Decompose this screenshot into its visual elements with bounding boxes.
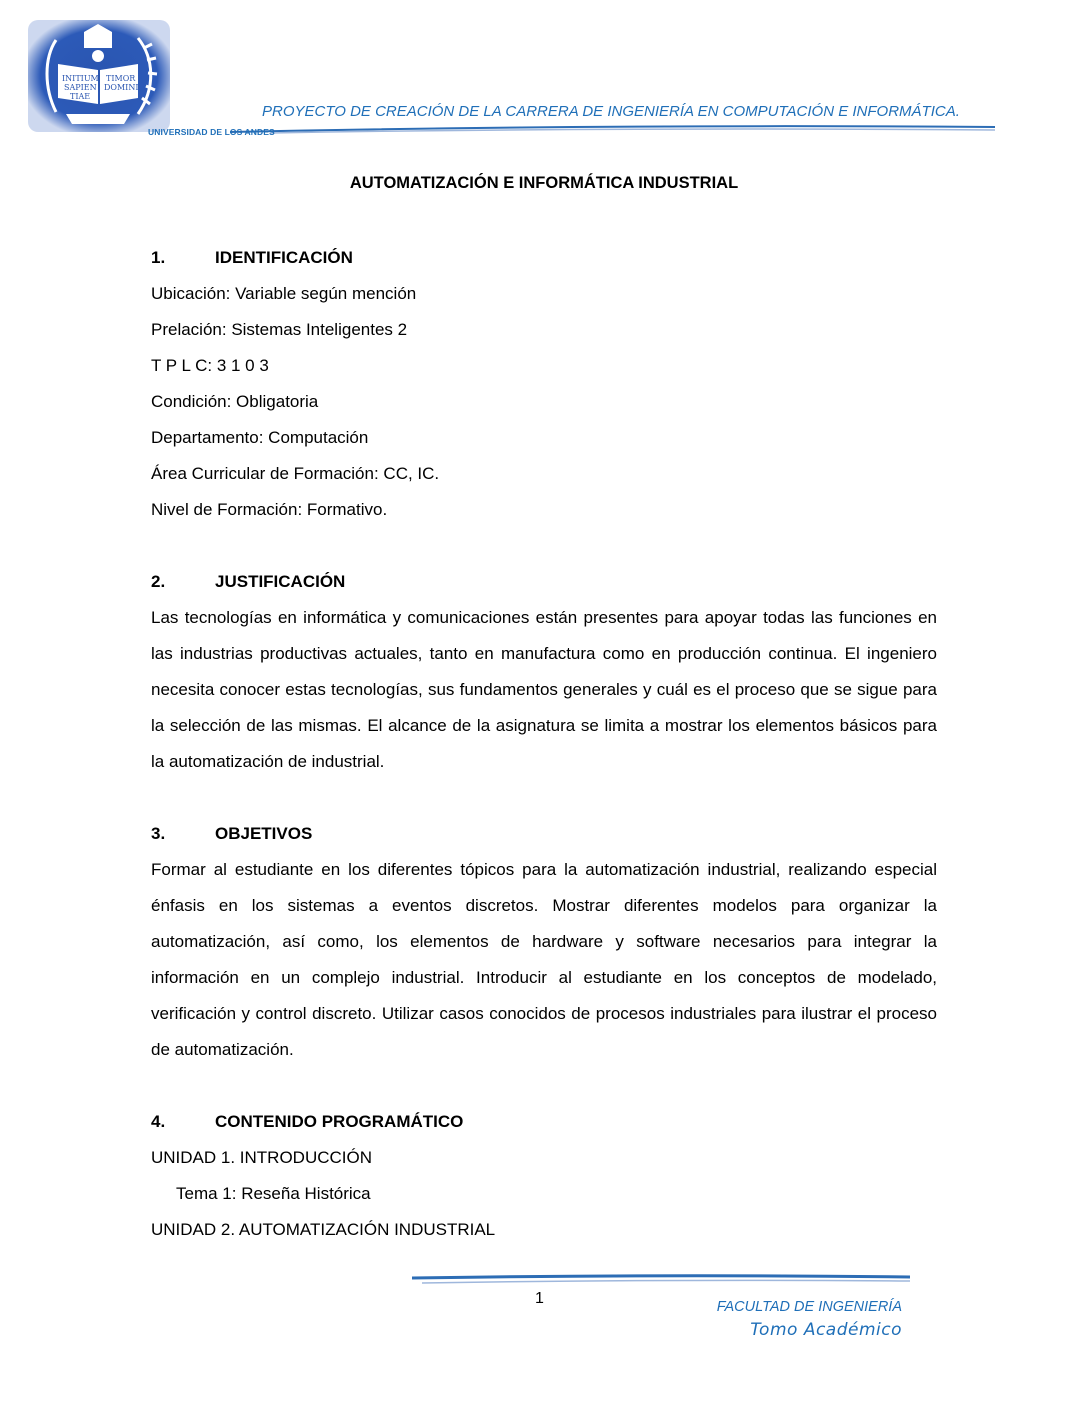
objetivos-paragraph: Formar al estudiante en los diferentes tópicos para la automatización industrial, realizando especial énfasis en los sistemas a eventos discretos. Mostrar diferentes modelos para organizar la automatización, así como, los elementos de hardware y software necesarios para integrar la información en un complejo industrial. Introducir al estudiante en los conceptos de modelado, verificación y control discreto. Utilizar casos conocidos de procesos industriales para ilustrar el proceso de automatización. [151, 860, 937, 1059]
unit-1-topic-line: Tema 1: Reseña Histórica [176, 1184, 371, 1203]
document-body [151, 168, 937, 1248]
prelacion-line: Prelación: Sistemas Inteligentes 2 [151, 320, 408, 339]
faculty-label: FACULTAD DE INGENIERÍA [716, 1299, 902, 1315]
section-title: IDENTIFICACIÓN [215, 248, 353, 267]
section-number: 2. [151, 572, 166, 591]
svg-text:DOMINI: DOMINI [104, 83, 139, 92]
section-number: 1. [151, 248, 166, 267]
section-heading [151, 564, 937, 600]
section-heading [151, 240, 937, 276]
header-divider [230, 124, 995, 134]
university-seal-icon [26, 18, 172, 134]
unit-2-line: UNIDAD 2. AUTOMATIZACIÓN INDUSTRIAL [151, 1220, 496, 1239]
tplc-line: T P L C: 3 1 0 3 [151, 356, 269, 375]
section-number: 4. [151, 1112, 166, 1131]
section-heading [151, 816, 937, 852]
svg-text:SAPIEN: SAPIEN [64, 83, 97, 92]
justificacion-paragraph: Las tecnologías en informática y comunicaciones están presentes para apoyar todas las funciones en las industrias productivas actuales, tanto en manufactura como en producción continua. El ingeniero necesita conocer estas tecnologías, sus fundamentos generales y cuál es el proceso que se sigue para la selección de las mismas. El alcance de la asignatura se limita a mostrar los elementos básicos para la automatización de industrial. [151, 608, 937, 771]
section-title: OBJETIVOS [215, 824, 313, 843]
section-heading [151, 1104, 937, 1140]
document-title: AUTOMATIZACIÓN E INFORMÁTICA INDUSTRIAL [349, 174, 739, 192]
section-identificacion [151, 240, 937, 528]
svg-text:TIAE: TIAE [70, 92, 91, 101]
header-title: PROYECTO DE CREACIÓN DE LA CARRERA DE INGENIERÍA EN COMPUTACIÓN E INFORMÁTICA. [262, 103, 960, 120]
section-title: JUSTIFICACIÓN [215, 572, 346, 591]
area-curricular-line: Área Curricular de Formación: CC, IC. [151, 464, 440, 483]
departamento-line: Departamento: Computación [151, 428, 369, 447]
unit-1-line: UNIDAD 1. INTRODUCCIÓN [151, 1148, 373, 1167]
section-objetivos [151, 816, 937, 1068]
page-number: 1 [535, 1290, 544, 1307]
section-justificacion [151, 564, 937, 780]
nivel-formacion-line: Nivel de Formación: Formativo. [151, 500, 388, 519]
condicion-line: Condición: Obligatoria [151, 392, 319, 411]
section-contenido [151, 1104, 937, 1248]
svg-text:TIMOR: TIMOR [106, 74, 136, 83]
tomo-label: Tomo Académico [750, 1320, 902, 1340]
ubicacion-line: Ubicación: Variable según mención [151, 284, 417, 303]
svg-text:INITIUM: INITIUM [62, 74, 99, 83]
section-title: CONTENIDO PROGRAMÁTICO [215, 1112, 464, 1131]
university-name: UNIVERSIDAD DE LOS ANDES [148, 127, 275, 137]
footer-divider [412, 1274, 910, 1286]
section-number: 3. [151, 824, 166, 843]
